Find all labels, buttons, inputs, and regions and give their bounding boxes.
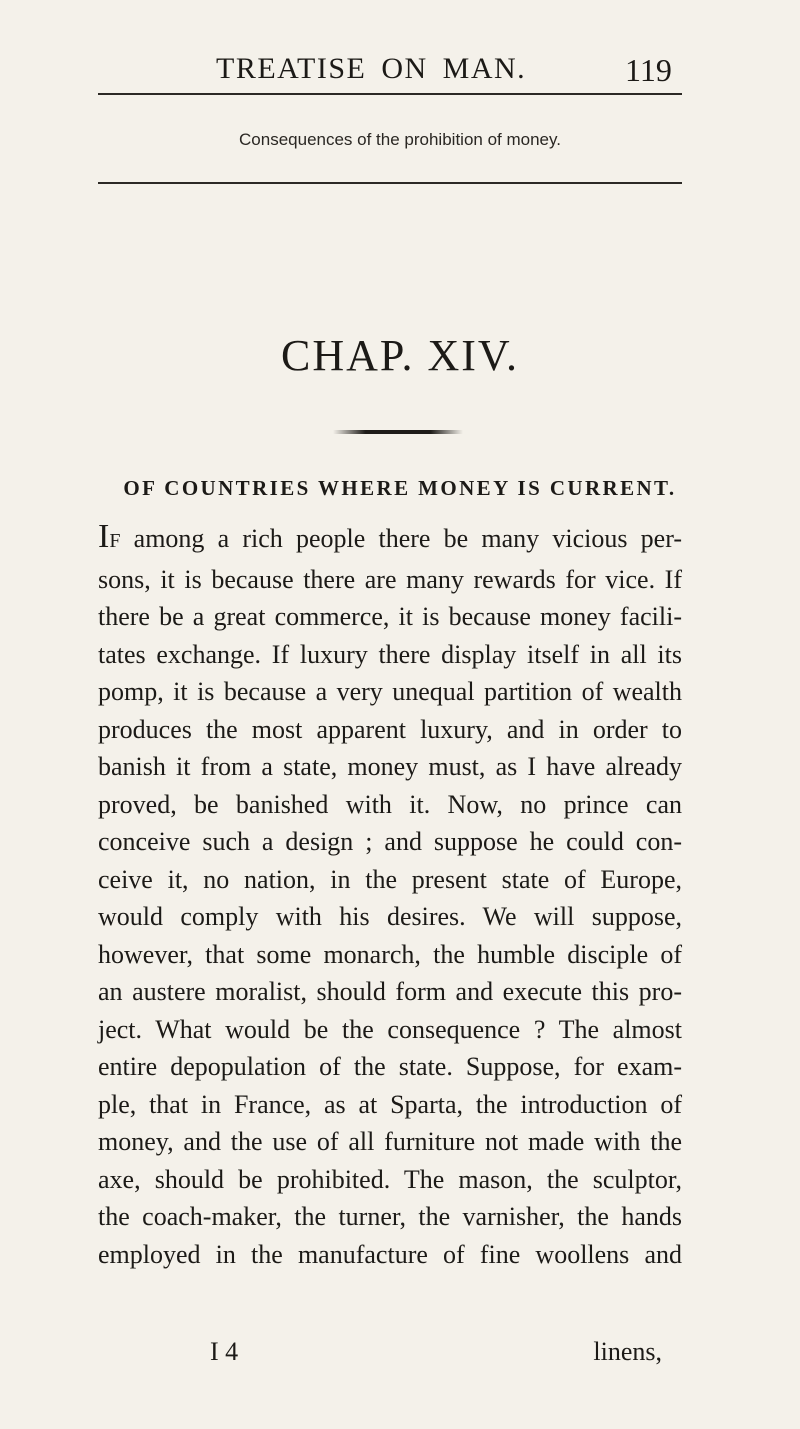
text-line: proved, be banished with it. Now, no prince can [98,789,682,819]
text-line: conceive such a design ; and suppose he could con- [98,827,682,856]
text-line-first [98,518,682,561]
first-line-text: among a rich people there be many vicious per- [120,524,682,553]
page-footer [98,1337,682,1377]
text-line: would comply with his desires. We will suppose, [98,902,682,931]
running-title: TREATISE ON MAN. [216,52,527,85]
text-line: tates exchange. If luxury there display itself in all its [98,639,682,669]
section-title: OF COUNTRIES WHERE MONEY IS CURRENT. [123,476,677,500]
chapter-heading: CHAP. XIV. [280,331,520,380]
text-line: sons, it is because there are many rewards for vice. If [98,564,682,594]
header-rule-bottom [98,182,682,184]
text-line: produces the most apparent luxury, and in order to [98,714,682,744]
chapter-ornament-rule [333,430,463,434]
text-line: banish it from a state, money must, as I have already [98,752,682,781]
body-lines [98,561,682,1274]
text-line: employed in the manufacture of fine woollens and [98,1239,682,1269]
text-line: money, and the use of all furniture not made with the [98,1127,682,1156]
text-line: ple, that in France, as at Sparta, the introduction of [98,1089,682,1119]
text-line: the coach-maker, the turner, the varnisher, the hands [98,1202,682,1231]
body-text [98,518,682,1273]
page-number: 119 [625,52,672,88]
text-line: axe, should be prohibited. The mason, the sculptor, [98,1164,682,1194]
text-line: ceive it, no nation, in the present state of Europe, [98,864,682,894]
running-head [0,52,800,96]
text-line: pomp, it is because a very unequal partition of wealth [98,677,682,706]
page-subtitle: Consequences of the prohibition of money. [239,130,561,149]
catchword: linens, [593,1337,662,1366]
text-line: entire depopulation of the state. Suppose, for exam- [98,1052,682,1081]
drop-initial-rest: F [109,530,121,552]
text-line: however, that some monarch, the humble disciple of [98,939,682,969]
text-line: ject. What would be the consequence ? The almost [98,1014,682,1044]
header-rule-top [98,93,682,95]
text-line: there be a great commerce, it is because money facili- [98,602,682,631]
drop-initial: I [98,518,110,555]
text-line: an austere moralist, should form and execute this pro- [98,977,682,1006]
signature-mark: I 4 [210,1337,239,1366]
